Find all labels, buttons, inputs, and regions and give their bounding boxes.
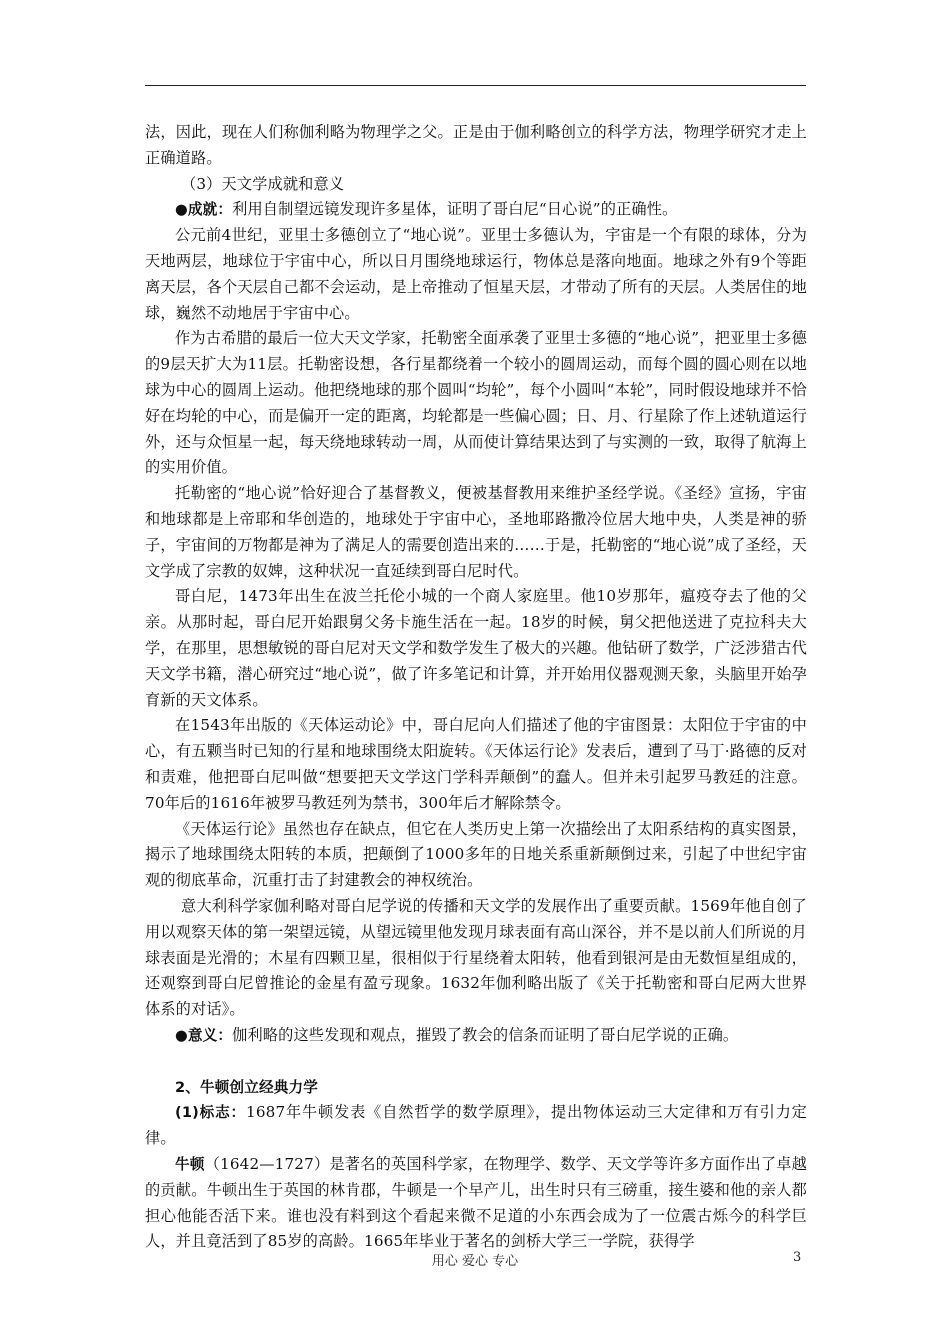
marker-label: (1)标志：: [175, 1104, 246, 1122]
marker-text: 1687年牛顿发表《自然哲学的数学原理》，提出物体运动三大定律和万有引力定律。: [145, 1103, 807, 1148]
footer-motto: 用心 爱心 专心: [431, 1254, 519, 1269]
achievement-text: 利用自制望远镜发现许多星体，证明了哥白尼“日心说”的正确性。: [232, 200, 678, 219]
newton-text: （1642—1727）是著名的英国科学家，在物理学、数学、天文学等许多方面作出了卓越的贡献。牛顿出生于英国的林肯郡，牛顿是一个早产儿，出生时只有三磅重，接生婆和他的亲人都担心他能否活下来。谁也没有料到这个看起来微不足道的小东西会成为了一位震古烁今的科学巨人，并且竟活到了85岁的高龄。1665年毕业于著名的剑桥大学三一学院，获得学: [145, 1155, 807, 1251]
newton-paragraph: [145, 1152, 807, 1255]
marker-paragraph: [145, 1100, 807, 1152]
header-rule: [145, 85, 806, 86]
section-gap: [145, 1049, 807, 1075]
paragraph: 在1543年出版的《天体运动论》中，哥白尼向人们描述了他的宇宙图景：太阳位于宇宙的中心，有五颗当时已知的行星和地球围绕太阳旋转。《天体运行论》发表后，遭到了马丁·路德的反对和责难，他把哥白尼叫做“想要把天文学这门学科弄颠倒”的蠢人。但并未引起罗马教廷的注意。70年后的1616年被罗马教廷列为禁书，300年后才解除禁令。: [145, 716, 807, 812]
paragraph: 哥白尼，1473年出生在波兰托伦小城的一个商人家庭里。他10岁那年，瘟疫夺去了他的父亲。从那时起，哥白尼开始跟舅父务卡施生活在一起。18岁的时候，舅父把他送进了克拉科夫大学，在那里，思想敏锐的哥白尼对天文学和数学发生了极大的兴趣。他钻研了数学，广泛涉猎古代天文学书籍，潜心研究过“地心说”，做了许多笔记和计算，并开始用仪器观测天象，头脑里开始孕育新的天文体系。: [145, 587, 807, 709]
significance-text: 伽利略的这些发现和观点，摧毁了教会的信条而证明了哥白尼学说的正确。: [232, 1025, 739, 1044]
paragraph: 公元前4世纪，亚里士多德创立了“地心说”。亚里士多德认为，宇宙是一个有限的球体，分为天地两层，地球位于宇宙中心，所以日月围绕地球运行，物体总是落向地面。地球之外有9个等距离天层，各个天层自己都不会运动，是上帝推动了恒星天层，才带动了所有的天层。人类居住的地球，巍然不动地居于宇宙中心。: [145, 226, 807, 322]
subsection-title: （3）天文学成就和意义: [181, 174, 345, 193]
significance-label: ●意义：: [175, 1026, 233, 1044]
paragraph: 意大利科学家伽利略对哥白尼学说的传播和天文学的发展作出了重要贡献。1569年他自创了用以观察天体的第一架望远镜，从望远镜里他发现月球表面有高山深谷，并不是以前人们所说的月球表面是光滑的；木星有四颗卫星，很相似于行星绕着太阳转，他看到银河是由无数恒星组成的，还观察到哥白尼曾推论的金星有盈亏现象。1632年伽利略出版了《关于托勒密和哥白尼两大世界体系的对话》。: [145, 896, 807, 1019]
achievement-label: ●成就：: [175, 201, 233, 219]
achievement-paragraph: [145, 197, 807, 223]
section-heading: 2、牛顿创立经典力学: [175, 1078, 318, 1096]
paragraph: 《天体运行论》虽然也存在缺点，但它在人类历史上第一次描绘出了太阳系结构的真实图景，揭示了地球围绕太阳转的本质，把颠倒了1000多年的日地关系重新颠倒过来，引起了中世纪宇宙观的彻底革命，沉重打击了封建教会的神权统治。: [145, 819, 807, 890]
page-number: 3: [793, 1250, 802, 1265]
document-body: [145, 120, 807, 1255]
newton-label: 牛顿: [175, 1156, 205, 1174]
significance-paragraph: [145, 1023, 807, 1049]
paragraph: 作为古希腊的最后一位大天文学家，托勒密全面承袭了亚里士多德的“地心说”，把亚里士多德的9层天扩大为11层。托勒密设想，各行星都绕着一个较小的圆周运动，而每个圆的圆心则在以地球为中心的圆周上运动。他把绕地球的那个圆叫“均轮”，每个小圆叫“本轮”，同时假设地球并不恰好在均轮的中心，而是偏开一定的距离，均轮都是一些偏心圆；日、月、行星除了作上述轨道运行外，还与众恒星一起，每天绕地球转动一周，从而使计算结果达到了与实测的一致，取得了航海上的实用价值。: [145, 329, 807, 477]
paragraph: 法，因此，现在人们称伽利略为物理学之父。正是由于伽利略创立的科学方法，物理学研究才走上正确道路。: [145, 123, 807, 167]
paragraph: 托勒密的“地心说”恰好迎合了基督教义，便被基督教用来维护圣经学说。《圣经》宣扬，宇宙和地球都是上帝耶和华创造的，地球处于宇宙中心，圣地耶路撒冷位居大地中央，人类是神的骄子，宇宙间的万物都是神为了满足人的需要创造出来的……于是，托勒密的“地心说”成了圣经，天文学成了宗教的奴婢，这种状况一直延续到哥白尼时代。: [145, 484, 807, 580]
